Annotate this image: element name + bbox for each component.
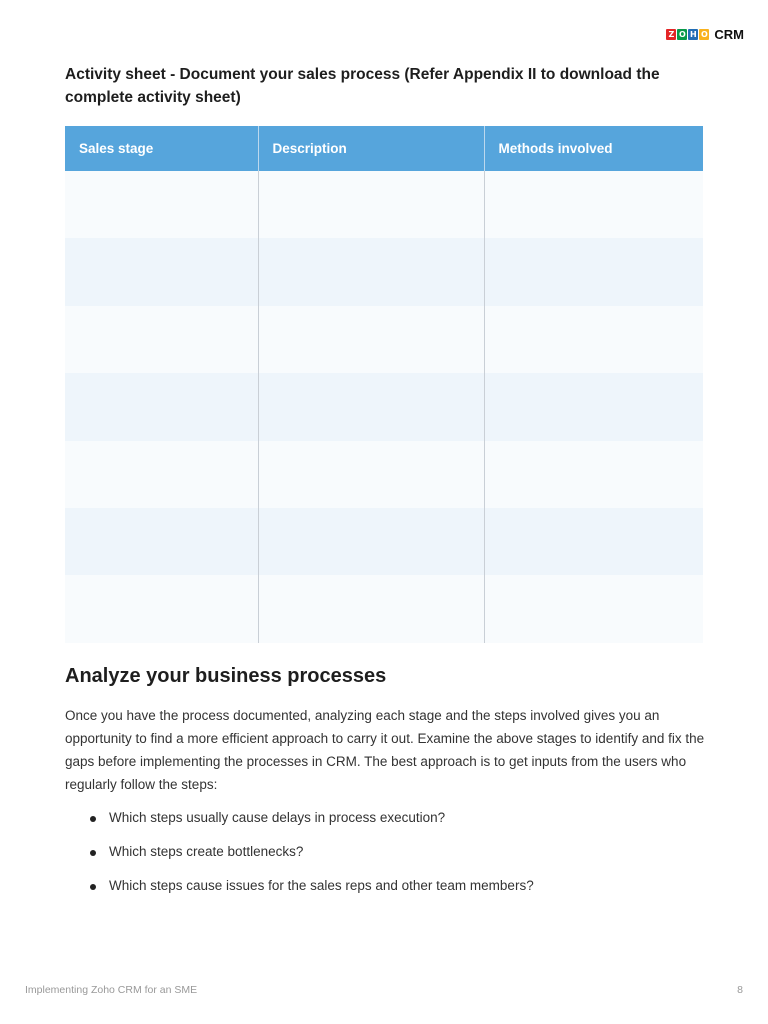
activity-sheet-table <box>65 126 703 643</box>
column-header-methods-involved: Methods involved <box>484 126 703 171</box>
table-row <box>65 306 703 373</box>
table-cell <box>65 508 258 575</box>
logo-letter: H <box>690 30 697 39</box>
table-cell <box>484 441 703 508</box>
list-item-text: Which steps create bottlenecks? <box>109 844 304 859</box>
zoho-logo-mark <box>666 29 709 40</box>
table-row <box>65 441 703 508</box>
table-row <box>65 171 703 238</box>
list-item <box>90 876 690 910</box>
table-cell <box>65 306 258 373</box>
table-cell <box>65 575 258 642</box>
table-cell <box>258 508 484 575</box>
footer-page-number: 8 <box>737 984 743 996</box>
table-row <box>65 238 703 305</box>
table-cell <box>258 171 484 238</box>
table-cell <box>484 306 703 373</box>
table-cell <box>484 171 703 238</box>
footer-document-title: Implementing Zoho CRM for an SME <box>25 984 198 996</box>
list-item-text: Which steps cause issues for the sales reps and other team members? <box>109 878 534 893</box>
question-list <box>90 808 690 910</box>
table-cell <box>258 238 484 305</box>
logo-crm-text: CRM <box>714 27 744 42</box>
table-cell <box>65 373 258 440</box>
table-cell <box>258 441 484 508</box>
section-paragraph: Once you have the process documented, analyzing each stage and the steps involved gives you an opportunity to find a more efficient approach to carry it out. Examine the above stages to identify and fix the gaps before implementing the processes in CRM. The best approach is to get inputs from the users who regularly follow the steps: <box>65 708 705 792</box>
table-cell <box>65 171 258 238</box>
logo-letter: O <box>700 30 708 39</box>
table-cell <box>484 575 703 642</box>
table-cell <box>484 238 703 305</box>
table-cell <box>258 575 484 642</box>
logo-letter: O <box>678 30 686 39</box>
table-cell <box>65 238 258 305</box>
zoho-crm-logo <box>666 27 744 42</box>
table-row <box>65 575 703 642</box>
bullet-icon <box>90 816 96 822</box>
table-cell <box>258 373 484 440</box>
list-item <box>90 842 690 876</box>
column-header-description: Description <box>258 126 484 171</box>
table-row <box>65 373 703 440</box>
table-cell <box>484 508 703 575</box>
table-cell <box>65 441 258 508</box>
bullet-icon <box>90 884 96 890</box>
list-item-text: Which steps usually cause delays in process execution? <box>109 810 446 825</box>
column-header-sales-stage: Sales stage <box>65 126 258 171</box>
activity-sheet-title: Activity sheet - Document your sales process (Refer Appendix II to download the complete activity sheet) <box>65 66 660 106</box>
table-row <box>65 508 703 575</box>
logo-letter: Z <box>666 29 676 40</box>
table-cell <box>258 306 484 373</box>
bullet-icon <box>90 850 96 856</box>
list-item <box>90 808 690 842</box>
table-cell <box>484 373 703 440</box>
table-header-row <box>65 126 703 171</box>
section-heading: Analyze your business processes <box>65 665 387 687</box>
